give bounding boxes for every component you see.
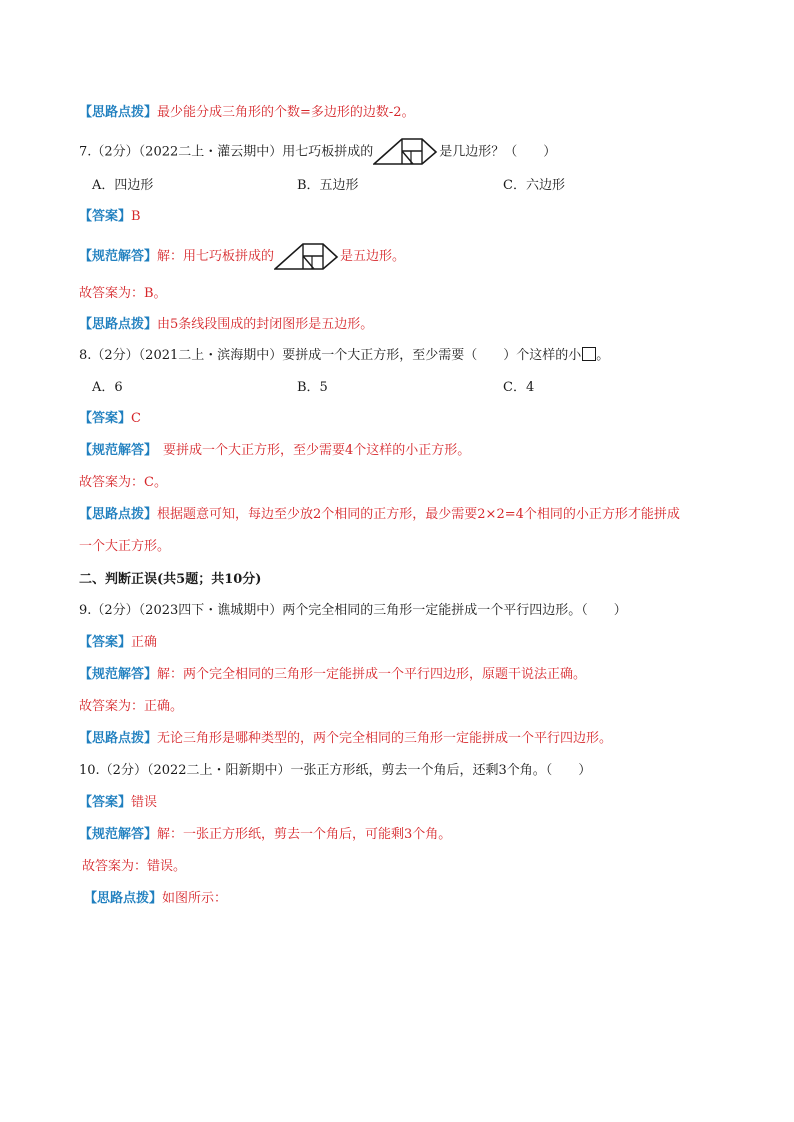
q7-question [79, 138, 556, 166]
q9-hint [79, 729, 612, 749]
q7-solution-post: 是五边形。 [340, 249, 406, 264]
q8-question-post: 。 [596, 348, 610, 363]
q10-solution [79, 825, 451, 845]
q10-answer-tag: 【答案】 [79, 795, 132, 810]
q10-hint-tag: 【思路点拨】 [84, 891, 163, 906]
q7-hint-text: 由5条线段围成的封闭图形是五边形。 [157, 317, 374, 332]
q10-answer [79, 793, 157, 813]
q10-hint [84, 889, 227, 909]
q8-hint-line1: 根据题意可知，每边至少放2个相同的正方形，最少需要2×2=4个相同的小正方形才能拼成 [157, 507, 680, 522]
q7-question-post: 是几边形？（ ） [439, 144, 557, 160]
q9-solution-tag: 【规范解答】 [79, 667, 158, 682]
q8-solution-tag: 【规范解答】 [79, 443, 158, 458]
q7-hint [79, 315, 373, 335]
q7-hint-tag: 【思路点拨】 [79, 317, 158, 332]
q8-hint-line2: 一个大正方形。 [79, 539, 171, 554]
q10-question: 10.（2分）（2022二上・阳新期中）一张正方形纸，剪去一个角后，还剩3个角。（ ） [79, 763, 592, 778]
q8-question [79, 346, 609, 366]
q8-solution [79, 441, 470, 461]
q9-answer-value: 正确 [131, 635, 158, 650]
q8-option-c: C．4 [503, 380, 535, 395]
q6-hint-text: 最少能分成三角形的个数=多边形的边数-2。 [157, 105, 415, 120]
q6-hint-tag: 【思路点拨】 [79, 105, 158, 120]
q7-answer [79, 207, 141, 227]
q8-answer [79, 409, 141, 429]
tangram-pentagon-icon [274, 243, 340, 271]
q8-hint [79, 505, 680, 525]
q7-solution-tag: 【规范解答】 [79, 249, 158, 264]
q8-solution-text: 要拼成一个大正方形，至少需要4个这样的小正方形。 [163, 443, 471, 458]
q8-hint-tag: 【思路点拨】 [79, 507, 158, 522]
q7-answer-tag: 【答案】 [79, 209, 132, 224]
q10-hint-text: 如图所示： [162, 891, 228, 906]
q8-question-pre: 8.（2分）（2021二上・滨海期中）要拼成一个大正方形，至少需要（ ）个这样的小 [79, 348, 582, 363]
q7-option-a: A．四边形 [92, 178, 154, 193]
q10-solution-tag: 【规范解答】 [79, 827, 158, 842]
q8-answer-tag: 【答案】 [79, 411, 132, 426]
q10-answer-value: 错误 [131, 795, 158, 810]
small-square-icon [582, 347, 596, 361]
q9-answer [79, 633, 157, 653]
q9-hint-text: 无论三角形是哪种类型的，两个完全相同的三角形一定能拼成一个平行四边形。 [157, 731, 613, 746]
q9-hint-tag: 【思路点拨】 [79, 731, 158, 746]
q9-answer-tag: 【答案】 [79, 635, 132, 650]
q10-solution-text: 解：一张正方形纸，剪去一个角后，可能剩3个角。 [157, 827, 452, 842]
q8-option-a: A．6 [92, 380, 123, 395]
q10-conclusion: 故答案为：错误。 [82, 859, 187, 874]
q8-option-b: B．5 [297, 380, 328, 395]
q8-conclusion: 故答案为：C。 [79, 475, 167, 490]
q9-solution-text: 解：两个完全相同的三角形一定能拼成一个平行四边形，原题干说法正确。 [157, 667, 587, 682]
q7-solution-pre: 解：用七巧板拼成的 [157, 249, 275, 264]
q7-solution [79, 242, 405, 272]
q7-conclusion: 故答案为：B。 [79, 286, 167, 301]
section-2-title: 二、判断正误(共5题；共10分) [79, 572, 262, 587]
q7-question-pre: 7.（2分）（2022二上・灌云期中）用七巧板拼成的 [79, 144, 374, 160]
q9-solution [79, 665, 586, 685]
q9-conclusion: 故答案为：正确。 [79, 699, 184, 714]
q6-hint-line [79, 103, 415, 123]
q8-answer-value: C [131, 411, 141, 426]
tangram-pentagon-icon [373, 138, 439, 166]
q7-option-b: B．五边形 [297, 178, 359, 193]
q7-answer-value: B [131, 209, 141, 224]
q7-option-c: C．六边形 [503, 178, 565, 193]
q9-question: 9.（2分）（2023四下・谯城期中）两个完全相同的三角形一定能拼成一个平行四边形。（ ） [79, 603, 627, 618]
